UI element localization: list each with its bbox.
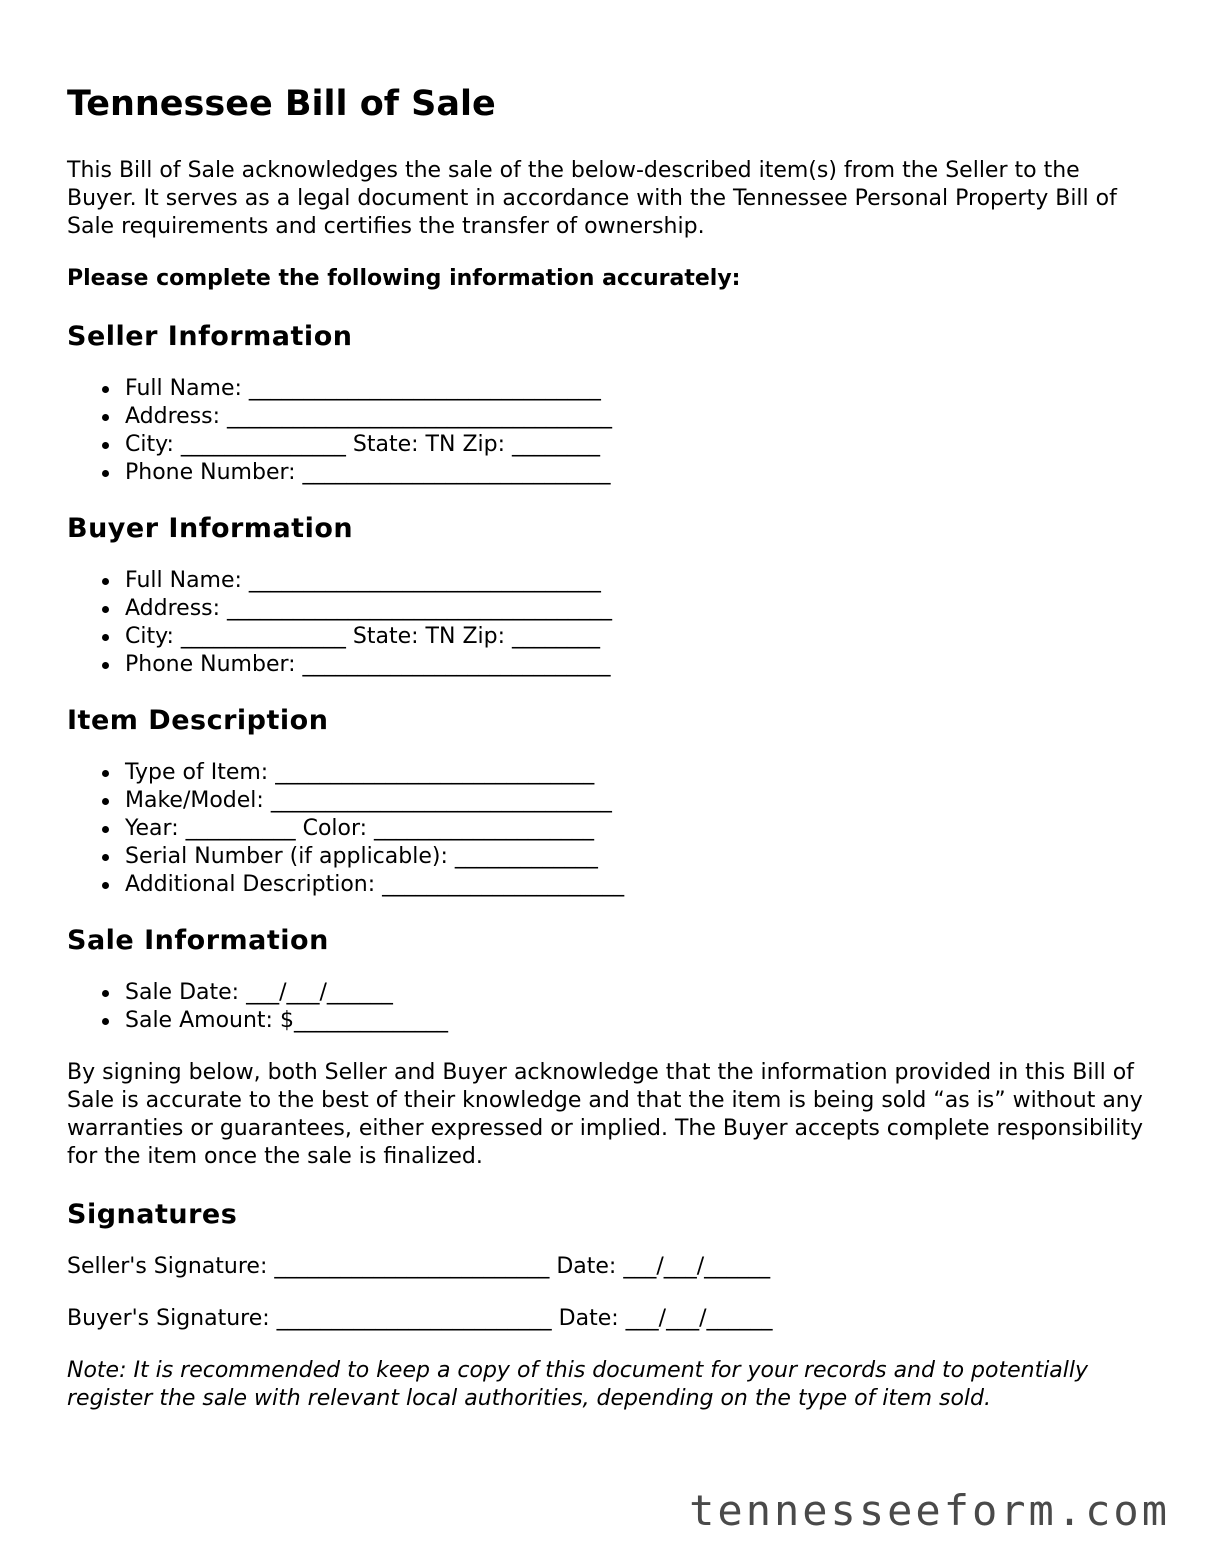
item-serial-field: Serial Number (if applicable): _____________ <box>67 843 1147 871</box>
note-paragraph: Note: It is recommended to keep a copy of this document for your records and to potentially register the sale with relevant local authorities, depending on the type of item sold. <box>67 1358 1089 1411</box>
site-watermark: tennesseeform.com <box>689 1486 1170 1535</box>
buyer-address-field: Address: ___________________________________ <box>67 595 1147 623</box>
buyer-signature-line: Buyer's Signature: _________________________ Date: ___/___/______ <box>67 1306 773 1331</box>
item-type-field: Type of Item: _____________________________ <box>67 759 1147 787</box>
sale-heading: Sale Information <box>67 925 329 956</box>
instruction-text: Please complete the following information accurately: <box>67 266 741 291</box>
buyer-phone-field: Phone Number: ____________________________ <box>67 651 1147 679</box>
seller-city-state-zip-field: City: _______________ State: TN Zip: ________ <box>67 431 1147 459</box>
seller-list <box>67 375 1147 487</box>
item-heading: Item Description <box>67 705 329 736</box>
document-title: Tennessee Bill of Sale <box>67 84 496 124</box>
buyer-city-state-zip-field: City: _______________ State: TN Zip: ________ <box>67 623 1147 651</box>
sale-date-field: Sale Date: ___/___/______ <box>67 979 1147 1007</box>
seller-full-name-field: Full Name: ________________________________ <box>67 375 1147 403</box>
intro-paragraph: This Bill of Sale acknowledges the sale of the below-described item(s) from the Seller to the Buyer. It serves as a legal document in accordance with the Tennessee Personal Property Bill of Sale requirements and certifies the transfer of ownership. <box>67 158 1117 239</box>
item-list <box>67 759 1147 899</box>
seller-heading: Seller Information <box>67 321 353 352</box>
acknowledgment-paragraph: By signing below, both Seller and Buyer acknowledge that the information provided in this Bill of Sale is accurate to the best of their knowledge and that the item is being sold “as is” without any warranties or guarantees, either expressed or implied. The Buyer accepts complete responsibility for the item once the sale is finalized. <box>67 1060 1143 1169</box>
item-additional-description-field: Additional Description: ______________________ <box>67 871 1147 899</box>
sale-amount-field: Sale Amount: $______________ <box>67 1007 1147 1035</box>
item-year-color-field: Year: __________ Color: ____________________ <box>67 815 1147 843</box>
signatures-heading: Signatures <box>67 1199 238 1230</box>
buyer-list <box>67 567 1147 679</box>
seller-address-field: Address: ___________________________________ <box>67 403 1147 431</box>
buyer-heading: Buyer Information <box>67 513 354 544</box>
seller-phone-field: Phone Number: ____________________________ <box>67 459 1147 487</box>
sale-list <box>67 979 1147 1035</box>
buyer-full-name-field: Full Name: ________________________________ <box>67 567 1147 595</box>
seller-signature-line: Seller's Signature: _________________________ Date: ___/___/______ <box>67 1254 771 1279</box>
item-make-model-field: Make/Model: _______________________________ <box>67 787 1147 815</box>
document-page <box>67 78 1147 1413</box>
